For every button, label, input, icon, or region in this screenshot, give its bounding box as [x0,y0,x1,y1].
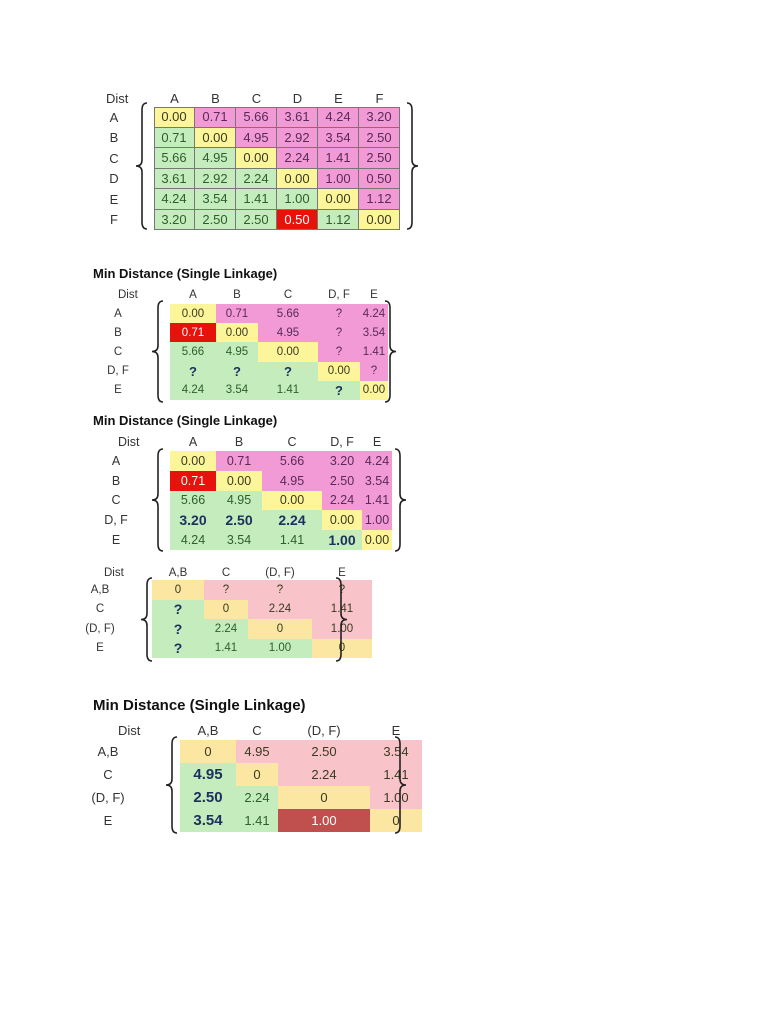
row-header: D, F [107,365,129,378]
row-header: C [109,150,119,166]
matrix-cell: 3.54 [370,740,422,763]
matrix-cell: 2.50 [359,148,400,169]
matrix-cell: 3.54 [216,530,262,550]
column-header: C [252,723,262,738]
column-header: (D, F) [307,723,341,738]
matrix-cell: 1.41 [312,600,372,620]
matrix-cell: 1.41 [236,189,277,210]
left-brace [140,577,154,662]
row-header: (D, F) [91,790,125,805]
column-header: C [251,90,262,106]
column-header: E [370,288,378,301]
column-header: B [211,90,220,106]
column-header: E [391,723,401,738]
matrix-cell: 1.00 [248,639,312,659]
matrix-cell: 1.00 [318,169,359,190]
matrix-cell: 0.00 [362,530,392,550]
matrix-cell: 4.24 [318,107,359,128]
matrix-cell: 2.50 [322,471,362,491]
matrix-cell: 2.24 [248,600,312,620]
matrix-cell: 0.71 [195,107,236,128]
row-header: C [113,345,123,358]
matrix-cell: 2.50 [195,210,236,231]
column-header: A,B [197,723,219,738]
row-header: A [114,307,122,320]
matrix-cell: 1.00 [312,619,372,639]
row-header: E [109,191,119,207]
matrix-cell: ? [318,323,360,342]
matrix-cell: 1.41 [318,148,359,169]
left-brace [135,102,149,230]
matrix-cell: 1.41 [360,342,388,361]
row-header: (D, F) [85,622,115,635]
matrix-cell: 3.20 [359,107,400,128]
matrix-cell: 0.50 [277,210,318,231]
column-header: E [372,434,382,449]
row-header: A [109,109,119,125]
matrix-cell: 0 [204,600,248,620]
matrix-cell: 5.66 [236,107,277,128]
matrix-cell: 2.24 [322,491,362,511]
column-header: D [292,90,303,106]
matrix-cell: 0.00 [318,189,359,210]
matrix-cell: 1.41 [236,809,278,832]
corner-label: Dist [118,288,138,301]
matrix-cell: 3.54 [216,381,258,400]
matrix-cell: 1.41 [258,381,318,400]
row-header: E [111,533,121,548]
matrix-cell: 0.00 [216,471,262,491]
matrix-cell: ? [152,600,204,620]
matrix-cell: 3.20 [170,510,216,530]
matrix-cell: 0 [152,580,204,600]
matrix-cell: 0 [236,763,278,786]
matrix-cell: 1.00 [370,786,422,809]
matrix-cell: 2.24 [204,619,248,639]
matrix-cell: 4.24 [360,304,388,323]
matrix-cell: 3.54 [195,189,236,210]
matrix-title: Min Distance (Single Linkage) [93,413,278,428]
matrix-cell: 2.92 [195,169,236,190]
matrix-title: Min Distance (Single Linkage) [93,266,278,281]
row-header: D [109,171,119,187]
column-header: C [221,566,231,579]
matrix-cell: ? [204,580,248,600]
matrix-cell: ? [318,342,360,361]
row-header: C [95,603,105,616]
matrix-cell: 0.00 [318,362,360,381]
matrix-cell: ? [152,639,204,659]
row-header: F [110,212,118,228]
left-brace [151,300,165,403]
matrix-cell: ? [248,580,312,600]
matrix-cell: 4.24 [170,381,216,400]
matrix-cell: 0.00 [360,381,388,400]
row-header: D, F [104,513,128,528]
matrix-cell: 0 [248,619,312,639]
matrix-cell: 3.61 [277,107,318,128]
column-header: A [188,434,198,449]
matrix-cell: 3.54 [180,809,236,832]
matrix-cell: 3.54 [360,323,388,342]
matrix-cell: 0.71 [216,304,258,323]
matrix-cell: 0.00 [170,304,216,323]
column-header: F [375,90,384,106]
matrix-cell: 2.24 [278,763,370,786]
matrix-cell: 0.71 [170,323,216,342]
matrix-cell: 0.50 [359,169,400,190]
corner-label: Dist [104,566,124,579]
matrix-cell: 5.66 [170,491,216,511]
column-header: A [189,288,197,301]
matrix-cell: 2.24 [236,786,278,809]
row-header: A,B [97,744,119,759]
corner-label: Dist [106,90,129,106]
matrix-cell: 3.61 [154,169,195,190]
matrix-cell: 0.00 [154,107,195,128]
right-brace [393,736,407,834]
column-header: D, F [328,288,350,301]
right-brace [334,577,348,662]
column-header: C [287,434,297,449]
column-header: (D, F) [265,566,295,579]
column-header: E [334,90,343,106]
matrix-cell: 1.12 [318,210,359,231]
matrix-cell: 1.00 [362,510,392,530]
matrix-cell: 5.66 [262,451,322,471]
column-header: B [233,288,241,301]
row-header: C [103,767,113,782]
matrix-cell: 4.95 [236,128,277,149]
matrix-title: Min Distance (Single Linkage) [93,697,306,714]
matrix-cell: 5.66 [154,148,195,169]
matrix-cell: 0.71 [154,128,195,149]
matrix-cell: 0.00 [216,323,258,342]
row-header: C [111,493,121,508]
matrix-cell: 4.24 [362,451,392,471]
matrix-cell: 0.00 [322,510,362,530]
matrix-cell: ? [216,362,258,381]
row-header: B [109,130,119,146]
matrix-cell: ? [318,381,360,400]
matrix-cell: 4.95 [195,148,236,169]
matrix-cell: 2.50 [180,786,236,809]
matrix-cell: 2.50 [359,128,400,149]
matrix-cell: 4.24 [170,530,216,550]
matrix-cell: 0.00 [262,491,322,511]
matrix-cell: 0.00 [359,210,400,231]
matrix-cell: 1.00 [278,809,370,832]
matrix-cell: 4.95 [258,323,318,342]
matrix-cell: 4.95 [262,471,322,491]
matrix-cell: 0 [180,740,236,763]
matrix-cell: 0.00 [236,148,277,169]
matrix-cell: 1.41 [262,530,322,550]
right-brace [393,448,407,552]
matrix-cell: 1.41 [204,639,248,659]
matrix-cell: 1.12 [359,189,400,210]
corner-label: Dist [118,723,141,738]
matrix-cell: 5.66 [258,304,318,323]
matrix-cell: 5.66 [170,342,216,361]
matrix-cell: 2.50 [216,510,262,530]
right-brace [405,102,419,230]
matrix-cell: ? [170,362,216,381]
matrix-cell: 2.24 [277,148,318,169]
matrix-cell: ? [360,362,388,381]
column-header: D, F [330,434,354,449]
row-header: A,B [90,583,110,596]
matrix-cell: 2.24 [236,169,277,190]
matrix-cell: 0 [278,786,370,809]
matrix-cell: 0.00 [277,169,318,190]
row-header: B [111,473,121,488]
left-brace [151,448,165,552]
matrix-cell: 4.95 [180,763,236,786]
matrix-cell: 1.00 [322,530,362,550]
matrix-cell: 0.71 [216,451,262,471]
matrix-cell: ? [312,580,372,600]
matrix-cell: 4.24 [154,189,195,210]
left-brace [165,736,179,834]
matrix-cell: 3.54 [362,471,392,491]
matrix-cell: 3.20 [154,210,195,231]
column-header: A,B [168,566,188,579]
matrix-cell: 3.20 [322,451,362,471]
corner-label: Dist [118,434,140,449]
row-header: B [114,326,122,339]
matrix-cell: 0.00 [195,128,236,149]
matrix-cell: 3.54 [318,128,359,149]
row-header: A [111,453,121,468]
matrix-cell: 1.41 [362,491,392,511]
row-header: E [96,642,104,655]
column-header: C [283,288,293,301]
matrix-cell: 4.95 [236,740,278,763]
column-header: B [234,434,244,449]
row-header: E [114,384,122,397]
matrix-cell: 2.92 [277,128,318,149]
column-header: A [170,90,179,106]
matrix-cell: ? [152,619,204,639]
row-header: E [103,813,113,828]
matrix-cell: 2.24 [262,510,322,530]
right-brace [383,300,397,403]
matrix-cell: 2.50 [236,210,277,231]
matrix-cell: 0.00 [170,451,216,471]
matrix-cell: 4.95 [216,491,262,511]
matrix-cell: 1.00 [277,189,318,210]
column-header: E [338,566,346,579]
matrix-cell: ? [258,362,318,381]
matrix-cell: 0 [370,809,422,832]
matrix-cell: 0.00 [258,342,318,361]
matrix-cell: 2.50 [278,740,370,763]
matrix-cell: 0 [312,639,372,659]
matrix-cell: 4.95 [216,342,258,361]
matrix-cell: 1.41 [370,763,422,786]
matrix-cell: 0.71 [170,471,216,491]
matrix-cell: ? [318,304,360,323]
